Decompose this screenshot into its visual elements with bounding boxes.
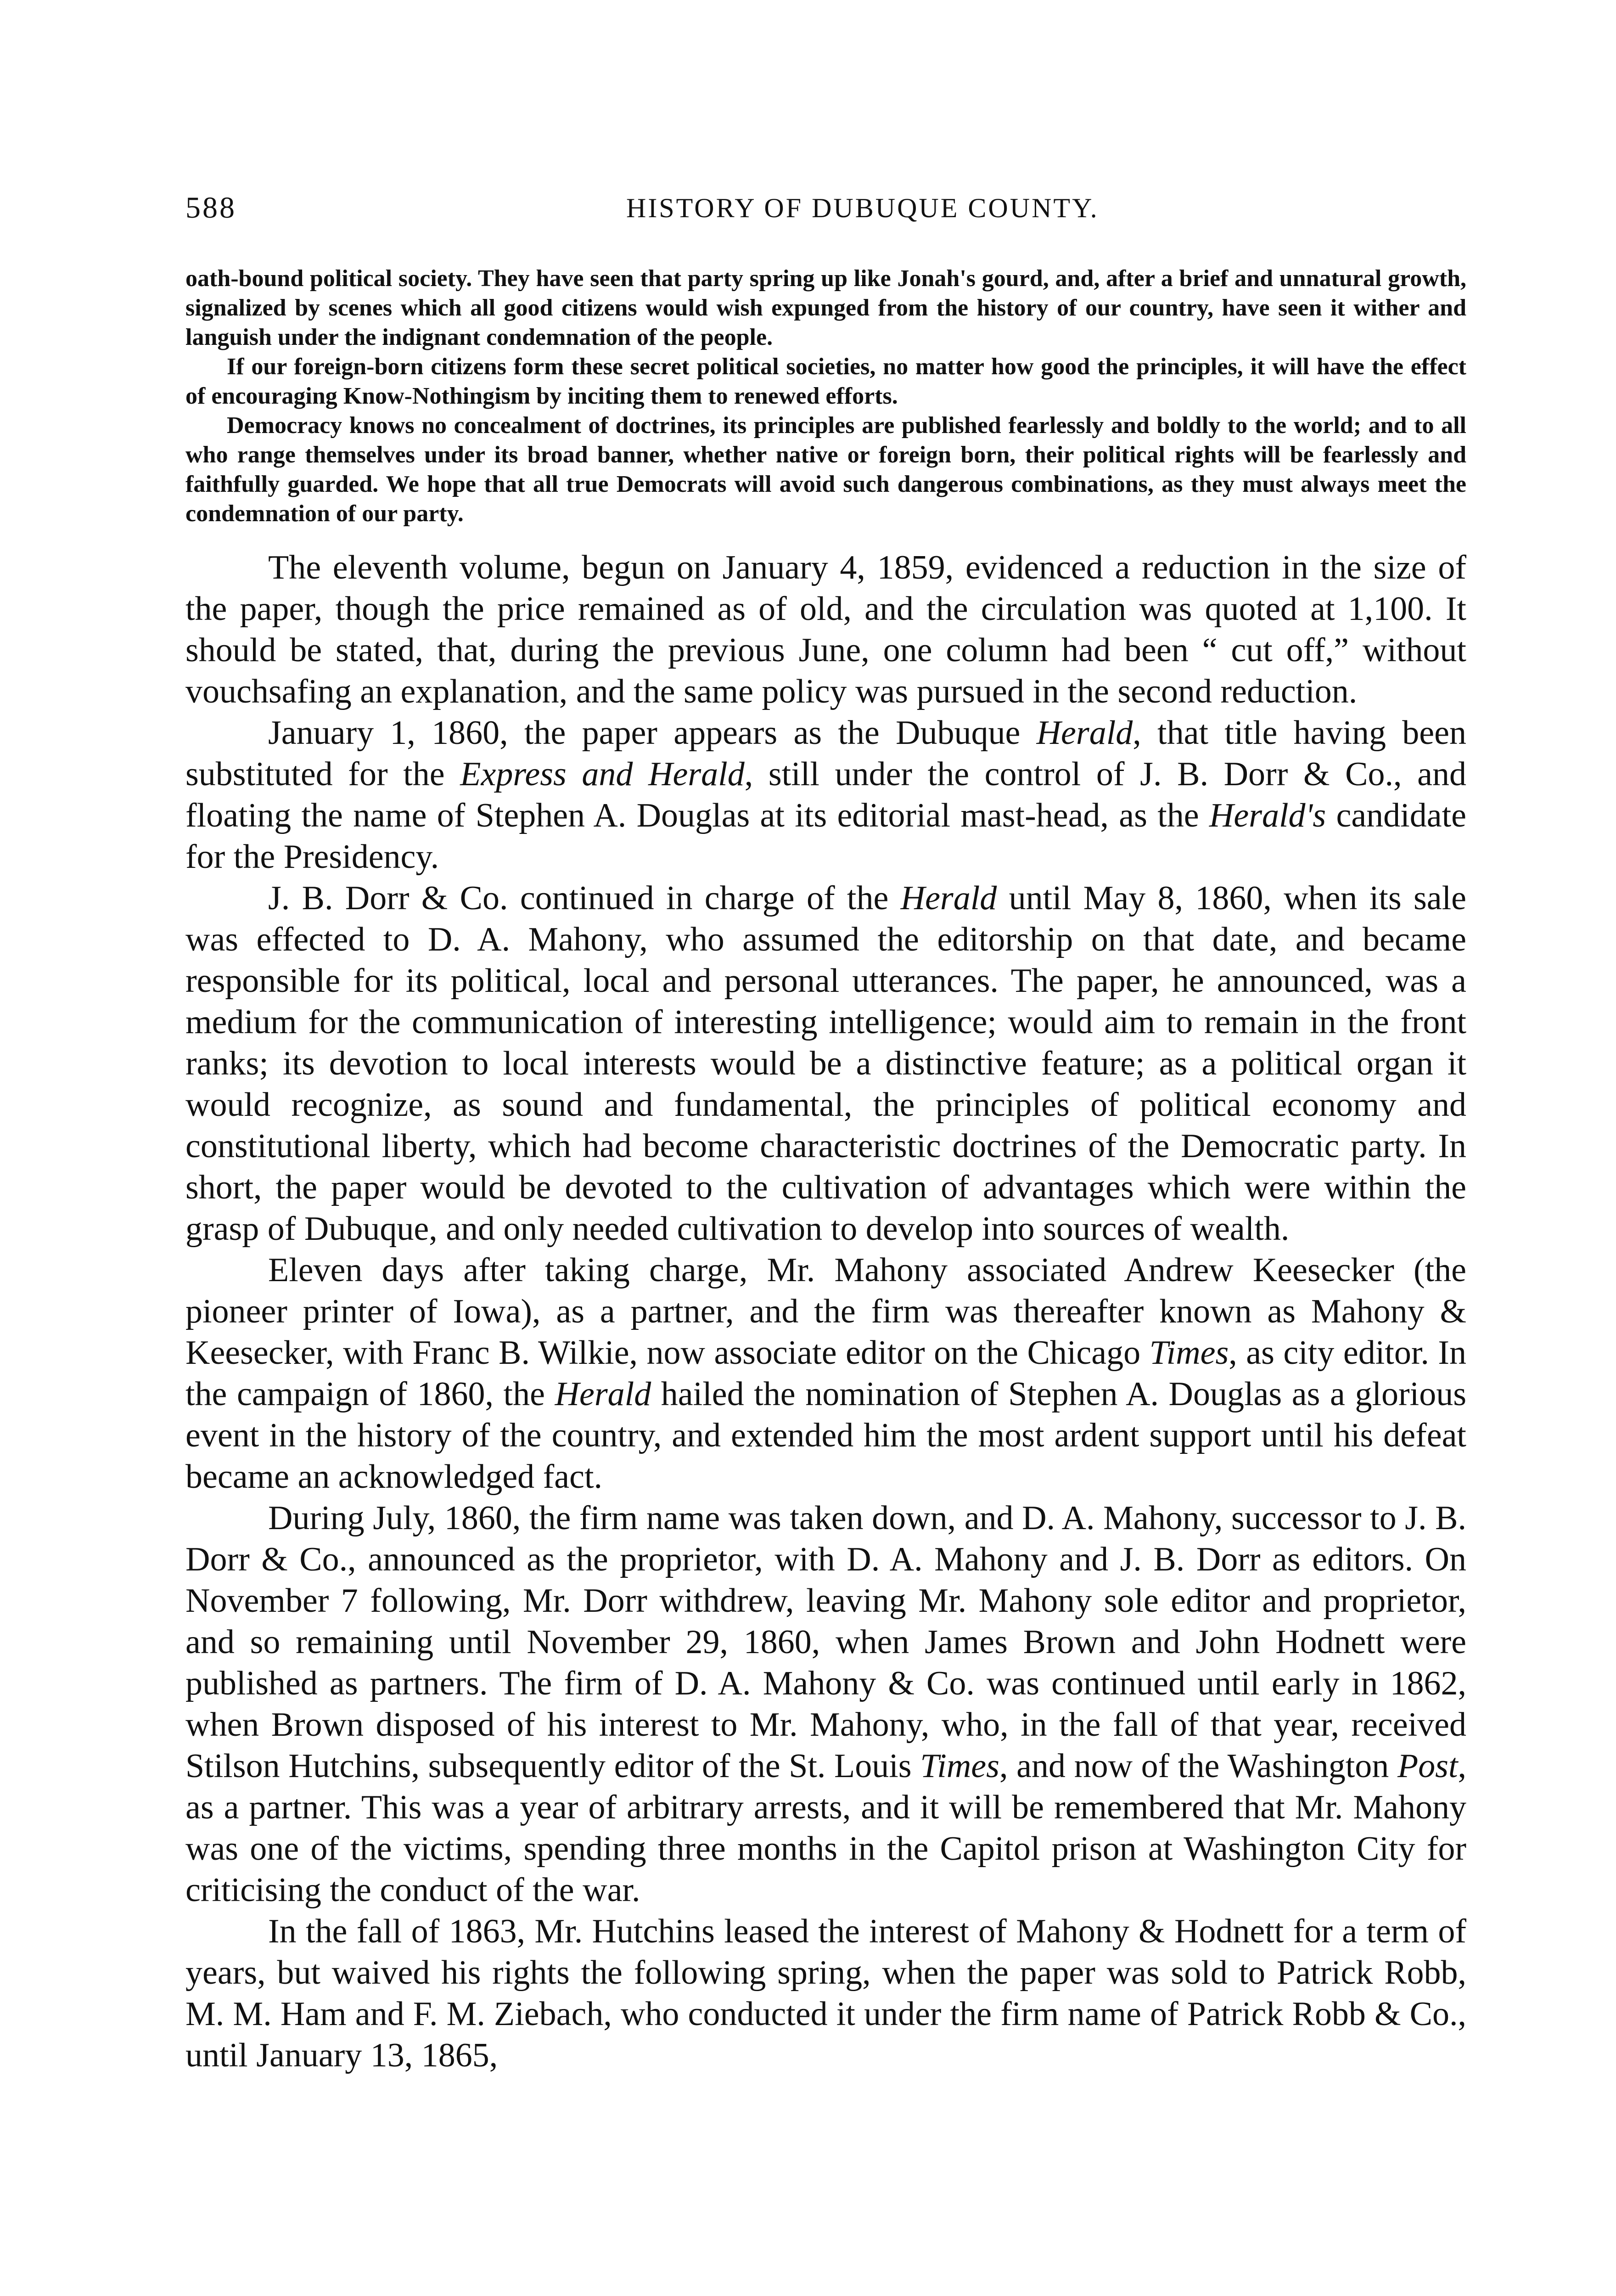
paragraph xyxy=(185,1497,1466,1911)
text-run: candidate for the Presidency. xyxy=(185,797,1466,876)
italic-title: Herald xyxy=(900,879,997,917)
text-run: , as a partner. This was a year of arbitrary arrests, and it will be remembered that Mr. Mahony was one of the victims, spending three months in the Capitol prison at Washington City for criticising the conduct of the war. xyxy=(185,1747,1466,1909)
text-run: The eleventh volume, begun on January 4, 1859, evidenced a reduction in the size of the paper, though the price remained as of old, and the circulation was quoted at 1,100. It should be stated, that, during the previous June, one column had been “ cut off,” without vouchsafing an explanation, and the same policy was pursued in the second reduction. xyxy=(185,549,1466,710)
text-run: , that title having been substituted for the xyxy=(185,714,1466,793)
text-run: J. B. Dorr & Co. continued in charge of the xyxy=(268,879,901,917)
running-title: HISTORY OF DUBUQUE COUNTY. xyxy=(626,193,1099,223)
text-run: hailed the nomination of Stephen A. Douglas as a glorious event in the history of the country, and extended him the most ardent support until his defeat became an acknowledged fact. xyxy=(185,1375,1467,1496)
page-number: 588 xyxy=(185,191,236,225)
quoted-excerpt xyxy=(185,264,1466,529)
text-run: , and now of the Washington xyxy=(999,1747,1397,1785)
paragraph xyxy=(185,547,1466,712)
italic-title: Times xyxy=(1149,1334,1229,1372)
text-run: oath-bound political society. They have seen that party spring up like Jonah's gourd, and, after a brief and unnatural growth, signalized by scenes which all good citizens would wish expunged from the history of our country, have seen it wither and languish under the indignant condemnation of the people. xyxy=(185,265,1466,350)
paragraph xyxy=(185,1911,1466,2076)
text-run: Democracy knows no concealment of doctrines, its principles are published fearlessly and boldly to the world; and to all who range themselves under its broad banner, whether native or foreign born, their political rights will be fearlessly and faithfully guarded. We hope that all true Democrats will avoid such dangerous combinations, as they must always meet the condemnation of our party. xyxy=(185,412,1466,527)
italic-title: Express and Herald xyxy=(460,755,745,793)
text-run: In the fall of 1863, Mr. Hutchins leased the interest of Mahony & Hodnett for a term of years, but waived his rights the following spring, when the paper was sold to Patrick Robb, M. M. Ham and F. M. Ziebach, who conducted it under the firm name of Patrick Robb & Co., until January 13, 1865, xyxy=(185,1913,1466,2074)
italic-title: Herald's xyxy=(1209,797,1326,834)
text-run: During July, 1860, the firm name was taken down, and D. A. Mahony, successor to J. B. Dorr & Co., announced as the proprietor, with D. A. Mahony and J. B. Dorr as editors. On November 7 following, Mr. Dorr withdrew, leaving Mr. Mahony sole editor and proprietor, and so remaining until November 29, 1860, when James Brown and John Hodnett were published as partners. The firm of D. A. Mahony & Co. was continued until early in 1862, when Brown disposed of his interest to Mr. Mahony, who, in the fall of that year, received Stilson Hutchins, subsequently editor of the St. Louis xyxy=(185,1499,1466,1785)
paragraph xyxy=(185,352,1466,411)
italic-title: Herald xyxy=(555,1375,651,1413)
running-header xyxy=(185,191,1466,232)
text-run: Eleven days after taking charge, Mr. Mahony associated Andrew Keesecker (the pioneer printer of Iowa), as a partner, and the firm was thereafter known as Mahony & Keesecker, with Franc B. Wilkie, now associate editor on the Chicago xyxy=(185,1251,1466,1372)
paragraph xyxy=(185,411,1466,529)
paragraph xyxy=(185,1249,1466,1497)
paragraph xyxy=(185,264,1466,352)
italic-title: Herald xyxy=(1036,714,1133,752)
text-run: , still under the control of J. B. Dorr & Co., and floating the name of Stephen A. Douglas at its editorial mast-head, as the xyxy=(185,755,1466,834)
text-run: until May 8, 1860, when its sale was effected to D. A. Mahony, who assumed the editorship on that date, and became responsible for its political, local and personal utterances. The paper, he announced, was a medium for the communication of interesting intelligence; would aim to remain in the front ranks; its devotion to local interests would be a distinctive feature; as a political organ it would recognize, as sound and fundamental, the principles of political economy and constitutional liberty, which had become characteristic doctrines of the Democratic party. In short, the paper would be devoted to the cultivation of advantages which were within the grasp of Dubuque, and only needed cultivation to develop into sources of wealth. xyxy=(185,879,1466,1248)
text-run: , as city editor. In the campaign of 1860, the xyxy=(185,1334,1466,1413)
paragraph xyxy=(185,712,1466,878)
text-run: January 1, 1860, the paper appears as the Dubuque xyxy=(268,714,1037,752)
paragraph xyxy=(185,878,1466,1249)
italic-title: Post xyxy=(1397,1747,1458,1785)
body-text xyxy=(185,547,1466,2076)
text-run: If our foreign-born citizens form these secret political societies, no matter how good the principles, it will have the effect of encouraging Know-Nothingism by inciting them to renewed efforts. xyxy=(185,354,1466,409)
italic-title: Times xyxy=(920,1747,999,1785)
